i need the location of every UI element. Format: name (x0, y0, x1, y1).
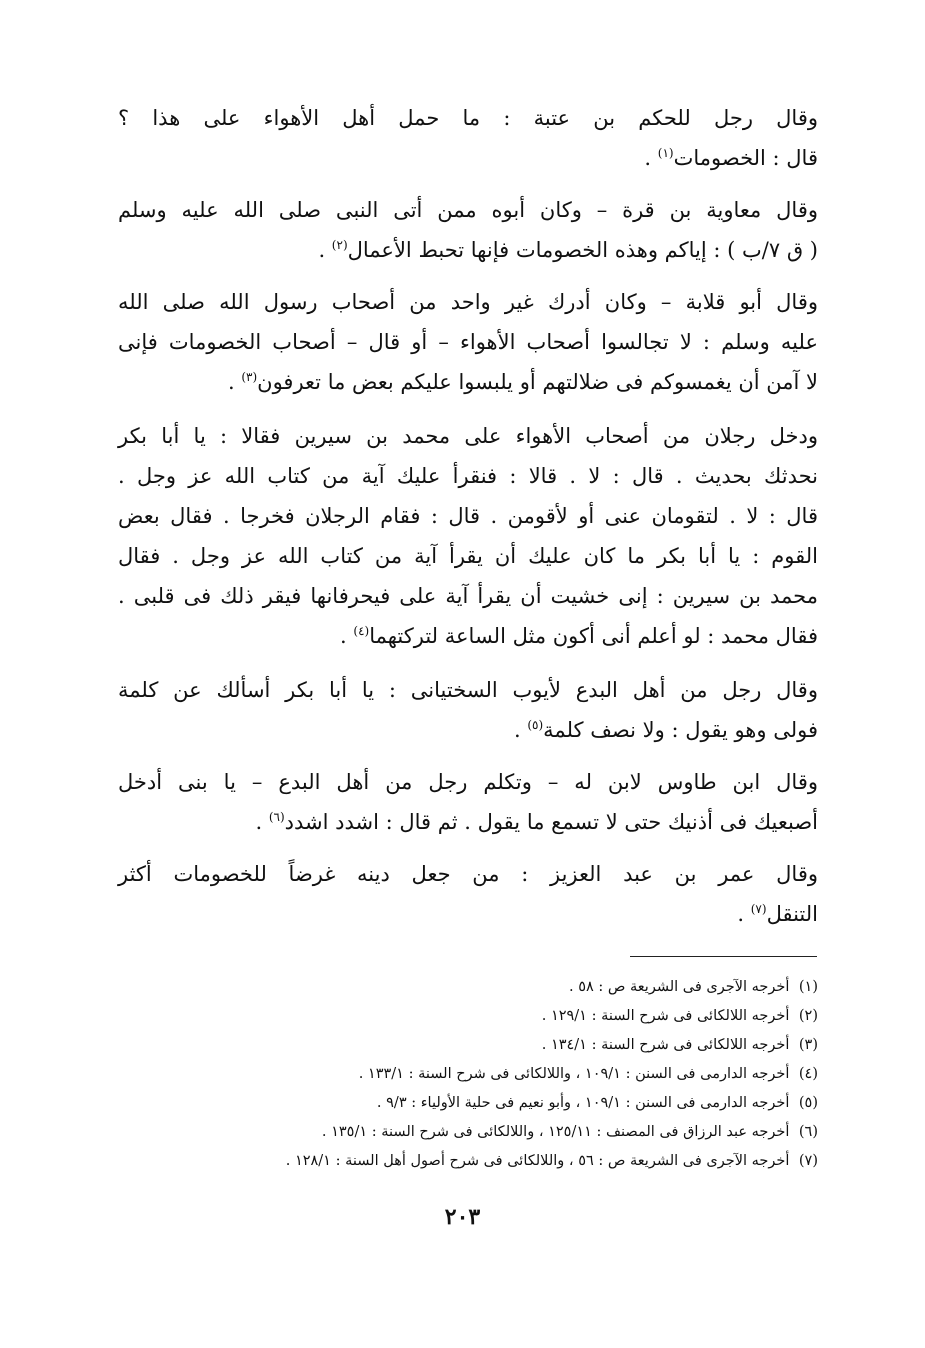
paragraph-line: وقال رجل للحكم بن عتبة : ما حمل أهل الأهواء على هذا ؟ (118, 106, 818, 130)
footnotes (120, 973, 818, 1176)
paragraph-tail: . (255, 810, 269, 834)
footnote-item (120, 1118, 818, 1147)
footnote-separator (630, 956, 817, 957)
paragraph-line: وقال أبو قلابة – وكان أدرك غير واحد من أصحاب رسول الله صلى الله (118, 290, 819, 314)
footnote-ref: (٦) (268, 810, 285, 824)
paragraph-line: محمد بن سيرين : إنى خشيت أن يقرأ آية على فيحرفانها فيقر ذلك فى قلبى . (118, 584, 818, 608)
paragraph-text: أصبعيك فى أذنيك حتى لا تسمع ما يقول . ثم قال : اشدد اشدد (284, 810, 818, 834)
footnote-ref: (٤) (353, 624, 370, 638)
footnote-text: أخرجه اللالكائى فى شرح السنة : ١٢٩/١ . (541, 1008, 790, 1024)
footnote-number: (٢) (798, 1008, 818, 1024)
paragraph-line: ودخل رجلان من أصحاب الأهواء على محمد بن سيرين فقالا : يا أبا بكر (118, 424, 818, 448)
paragraph-2 (118, 190, 818, 270)
footnote-ref: (٢) (331, 238, 348, 252)
paragraph-tail: . (737, 902, 751, 926)
paragraph-text: التنقل (766, 902, 818, 926)
footnote-number: (٥) (798, 1095, 818, 1111)
paragraph-tail: . (318, 238, 332, 262)
footnote-item (120, 1089, 818, 1118)
paragraph-tail: . (340, 624, 354, 648)
footnote-item (120, 1060, 818, 1089)
footnote-number: (٤) (798, 1066, 818, 1082)
footnote-text: أخرجه الدارمى فى السنن : ١٠٩/١ ، وأبو نعيم فى حلية الأولياء : ٩/٣ . (376, 1095, 790, 1111)
paragraph-line: قال : لا . لتقومان عنى أو لأقومن . قال : فقام الرجلان فخرجا . فقال بعض (118, 504, 818, 528)
paragraph-tail: . (227, 370, 242, 394)
paragraph-text: ( ق ٧/ب ) : إياكم وهذه الخصومات فإنها تحبط الأعمال (347, 238, 818, 262)
paragraph-tail: . (513, 718, 528, 742)
footnote-text: أخرجه الآجرى فى الشريعة ص : ٥٦ ، واللالكائى فى شرح أصول أهل السنة : ١٢٨/١ . (285, 1153, 790, 1169)
footnote-ref: (٣) (241, 370, 258, 384)
paragraph-line (118, 616, 818, 656)
paragraph-line (118, 230, 818, 270)
footnote-text: أخرجه الآجرى فى الشريعة ص : ٥٨ . (568, 979, 790, 995)
footnote-item (120, 1031, 818, 1060)
paragraph-line: وقال معاوية بن قرة – وكان أبوه ممن أتى النبى صلى الله عليه وسلم (118, 198, 818, 222)
footnote-item (120, 973, 818, 1002)
paragraph-text: قال : الخصومات (673, 146, 818, 170)
footnote-text: أخرجه الدارمى فى السنن : ١٠٩/١ ، واللالكائى فى شرح السنة : ١٣٣/١ . (358, 1066, 790, 1082)
footnote-text: أخرجه عبد الرزاق فى المصنف : ١٢٥/١١ ، واللالكائى فى شرح السنة : ١٣٥/١ . (321, 1124, 790, 1140)
footnote-ref: (١) (657, 146, 674, 160)
paragraph-line (118, 802, 818, 842)
paragraph-line (118, 138, 818, 178)
paragraph-line: وقال ابن طاوس لابن له – وتكلم رجل من أهل البدع – يا بنى أدخل (118, 770, 818, 794)
footnote-text: أخرجه اللالكائى فى شرح السنة : ١٣٤/١ . (541, 1037, 790, 1053)
paragraph-line (118, 710, 818, 750)
page-number: ٢٠٣ (444, 1204, 481, 1230)
footnote-number: (١) (798, 979, 818, 995)
paragraph-line (118, 894, 818, 934)
footnote-ref: (٧) (750, 902, 767, 916)
paragraph-line: نحدثك بحديث . قال : لا . قالا : فنقرأ عليك آية من كتاب الله عز وجل . (118, 464, 818, 488)
paragraph-line (118, 362, 818, 402)
paragraph-7 (118, 854, 818, 934)
footnote-ref: (٥) (527, 718, 544, 732)
footnote-item (120, 1147, 818, 1176)
paragraph-4 (118, 416, 818, 656)
paragraph-line: القوم : يا أبا بكر ما كان عليك أن يقرأ آية من كتاب الله عز وجل . فقال (118, 544, 818, 568)
footnote-item (120, 1002, 818, 1031)
paragraph-text: فولى وهو يقول : ولا نصف كلمة (543, 718, 818, 742)
footnote-number: (٣) (798, 1037, 818, 1053)
paragraph-6 (118, 762, 818, 842)
paragraph-line: وقال رجل من أهل البدع لأيوب السختيانى : يا أبا بكر أسألك عن كلمة (118, 678, 818, 702)
paragraph-tail: . (644, 146, 658, 170)
paragraph-line: وقال عمر بن عبد العزيز : من جعل دينه غرضاً للخصومات أكثر (118, 862, 818, 886)
paragraph-1 (118, 98, 818, 178)
paragraph-3 (118, 282, 818, 402)
paragraph-text: لا آمن أن يغمسوكم فى ضلالتهم أو يلبسوا عليكم بعض ما تعرفون (257, 370, 818, 394)
paragraph-line: عليه وسلم : لا تجالسوا أصحاب الأهواء – أو قال – أصحاب الخصومات فإنى (118, 330, 818, 354)
footnote-number: (٦) (798, 1124, 818, 1140)
paragraph-5 (118, 670, 818, 750)
footnote-number: (٧) (798, 1153, 818, 1169)
paragraph-text: فقال محمد : لو أعلم أنى أكون مثل الساعة لتركتهما (369, 624, 818, 648)
